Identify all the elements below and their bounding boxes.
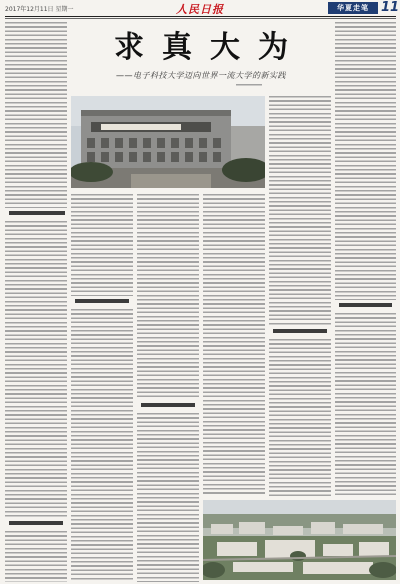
campus-aerial-photo	[203, 500, 396, 580]
text-block	[137, 194, 199, 400]
text-block	[5, 531, 67, 582]
text-block	[5, 221, 67, 517]
header-rule	[5, 16, 396, 17]
section-label: 华夏走笔	[328, 2, 378, 14]
article-title: 求真大为	[114, 30, 306, 65]
header-rule-thin	[5, 18, 396, 19]
section-heading	[9, 521, 63, 525]
building-photo	[71, 96, 265, 188]
newspaper-logo: 人民日报	[176, 3, 224, 16]
byline	[236, 84, 262, 87]
text-block	[335, 22, 396, 300]
section-heading	[273, 329, 327, 333]
text-block	[269, 339, 331, 496]
text-block	[269, 96, 331, 326]
text-block	[5, 22, 67, 208]
section-heading	[339, 303, 392, 307]
text-block	[71, 194, 133, 296]
article-subtitle: ——电子科技大学迈向世界一流大学的新实践	[116, 71, 286, 80]
issue-date: 2017年12月11日 星期一	[5, 6, 74, 13]
section-heading	[9, 211, 65, 215]
page-number: 11	[381, 0, 400, 15]
section-heading	[75, 299, 129, 303]
text-block	[137, 413, 199, 582]
text-block	[71, 309, 133, 582]
text-block	[335, 313, 396, 496]
text-block	[203, 194, 265, 496]
section-heading	[141, 403, 195, 407]
